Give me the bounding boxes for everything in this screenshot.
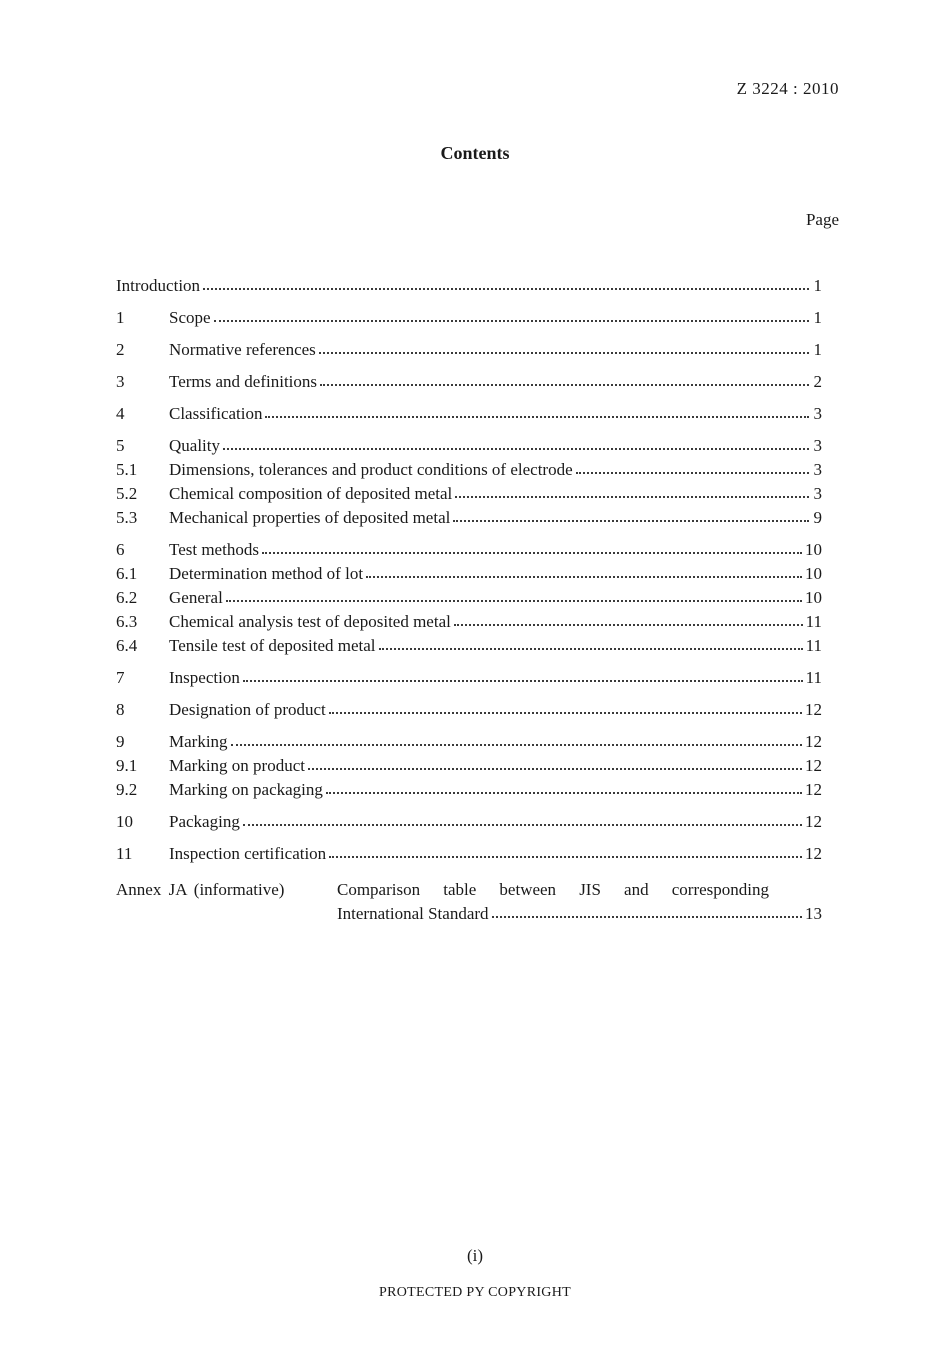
toc-entry-number: 2 <box>116 340 125 359</box>
toc-entry-label: Test methods <box>169 540 259 559</box>
toc-entry-label: Scope <box>169 308 211 327</box>
toc-entry[interactable] <box>116 338 822 362</box>
toc-entry-page: 10 <box>805 540 822 559</box>
toc-entry[interactable] <box>116 778 822 802</box>
toc-entry[interactable] <box>116 842 822 866</box>
toc-entry-page: 1 <box>813 308 822 327</box>
toc-entry-number: 6.3 <box>116 612 138 631</box>
toc-entry[interactable] <box>116 634 822 658</box>
annex-prefix: Annex JA (informative) <box>116 880 285 899</box>
toc-entry[interactable] <box>116 538 822 562</box>
toc-entry-number: 5.3 <box>116 508 138 527</box>
toc-entry-page: 12 <box>805 780 822 799</box>
toc-entry-page: 12 <box>805 756 822 775</box>
dot-leader <box>231 736 802 746</box>
dot-leader <box>320 376 809 386</box>
dot-leader <box>454 616 803 626</box>
toc-entry-label: Marking on packaging <box>169 780 323 799</box>
toc-entry-page: 12 <box>805 812 822 831</box>
toc-entry-page: 10 <box>805 588 822 607</box>
toc-entry-page: 3 <box>813 460 822 479</box>
toc-entry-label: Chemical analysis test of deposited metal <box>169 612 451 631</box>
toc-entry-page: 3 <box>813 484 822 503</box>
toc-entry-label: Dimensions, tolerances and product conditions of electrode <box>169 460 573 479</box>
toc-entry[interactable] <box>116 458 822 482</box>
toc-entry-label: Marking on product <box>169 756 305 775</box>
toc-entry-label: Marking <box>169 732 228 751</box>
toc-entry-number: 5.1 <box>116 460 138 479</box>
toc-entry-page: 10 <box>805 564 822 583</box>
toc-entry[interactable] <box>116 482 822 506</box>
dot-leader <box>223 440 809 450</box>
toc-entry[interactable] <box>116 754 822 778</box>
dot-leader <box>379 640 803 650</box>
dot-leader <box>308 760 802 770</box>
toc-entry-page: 12 <box>805 700 822 719</box>
toc-entry-page: 1 <box>813 276 822 295</box>
dot-leader <box>243 672 803 682</box>
toc-entry[interactable] <box>116 434 822 458</box>
toc-entry[interactable] <box>116 306 822 330</box>
toc-entry-label: General <box>169 588 223 607</box>
toc-entry-page: 1 <box>813 340 822 359</box>
dot-leader <box>576 464 809 474</box>
toc-entry-number: 4 <box>116 404 125 423</box>
toc-entry[interactable] <box>116 730 822 754</box>
toc-entry-label: Inspection <box>169 668 240 687</box>
toc-entry-page: 12 <box>805 732 822 751</box>
toc-entry[interactable] <box>116 810 822 834</box>
table-of-contents <box>116 274 822 866</box>
page-title: Contents <box>440 143 510 163</box>
toc-entry-label: Quality <box>169 436 220 455</box>
toc-entry-number: 7 <box>116 668 125 687</box>
toc-entry-label: Introduction <box>116 276 201 295</box>
dot-leader <box>492 908 802 918</box>
toc-entry-page: 11 <box>805 612 822 631</box>
dot-leader <box>203 280 809 290</box>
toc-entry[interactable] <box>116 666 822 690</box>
dot-leader <box>319 344 809 354</box>
toc-entry-number: 9 <box>116 732 125 751</box>
toc-entry-number: 6.4 <box>116 636 138 655</box>
toc-entry[interactable] <box>116 586 822 610</box>
toc-entry-number: 8 <box>116 700 125 719</box>
toc-entry[interactable] <box>116 562 822 586</box>
toc-entry-page: 3 <box>813 404 822 423</box>
toc-entry-label: Packaging <box>169 812 240 831</box>
annex-page-number: 13 <box>805 904 822 923</box>
toc-entry-number: 6 <box>116 540 125 559</box>
toc-entry-number: 1 <box>116 308 125 327</box>
toc-entry-number: 10 <box>116 812 133 831</box>
annex-title-line-2: International Standard <box>337 904 489 923</box>
dot-leader <box>453 512 809 522</box>
toc-entry[interactable] <box>116 402 822 426</box>
page-column-label: Page <box>805 210 839 229</box>
toc-entry-label: Determination method of lot <box>169 564 364 583</box>
toc-entry[interactable] <box>116 370 822 394</box>
toc-entry-number: 5.2 <box>116 484 138 503</box>
toc-entry-label: Tensile test of deposited metal <box>169 636 376 655</box>
toc-entry-label: Terms and definitions <box>169 372 318 391</box>
dot-leader <box>265 408 809 418</box>
copyright-notice: PROTECTED PY COPYRIGHT <box>379 1285 571 1300</box>
dot-leader <box>214 312 809 322</box>
toc-entry-label: Designation of product <box>169 700 326 719</box>
toc-entry-number: 6.1 <box>116 564 138 583</box>
toc-entry-number: 9.1 <box>116 756 138 775</box>
toc-entry[interactable] <box>116 506 822 530</box>
toc-entry-page: 3 <box>813 436 822 455</box>
toc-entry-label: Mechanical properties of deposited metal <box>169 508 451 527</box>
toc-entry[interactable] <box>116 274 822 298</box>
annex-title <box>337 878 822 926</box>
toc-entry-number: 5 <box>116 436 125 455</box>
toc-entry-label: Classification <box>169 404 263 423</box>
dot-leader <box>226 592 802 602</box>
toc-entry-page: 9 <box>813 508 822 527</box>
toc-entry-page: 11 <box>805 668 822 687</box>
toc-entry[interactable] <box>116 610 822 634</box>
dot-leader <box>329 848 802 858</box>
toc-entry-page: 2 <box>813 372 822 391</box>
dot-leader <box>366 568 802 578</box>
toc-entry-number: 9.2 <box>116 780 138 799</box>
toc-entry-label: Inspection certification <box>169 844 327 863</box>
toc-entry-number: 11 <box>116 844 133 863</box>
toc-entry-page: 12 <box>805 844 822 863</box>
toc-entry-label: Chemical composition of deposited metal <box>169 484 453 503</box>
dot-leader <box>455 488 809 498</box>
document-id: Z 3224 : 2010 <box>736 79 839 98</box>
footer-page-number: (i) <box>466 1246 484 1265</box>
dot-leader <box>326 784 802 794</box>
annex-title-line-1: Comparison table between JIS and corresponding <box>337 880 769 899</box>
dot-leader <box>243 816 802 826</box>
toc-entry[interactable] <box>116 698 822 722</box>
dot-leader <box>262 544 802 554</box>
toc-entry-label: Normative references <box>169 340 316 359</box>
dot-leader <box>329 704 802 714</box>
toc-entry-number: 3 <box>116 372 125 391</box>
toc-entry-page: 11 <box>805 636 822 655</box>
toc-entry-number: 6.2 <box>116 588 138 607</box>
